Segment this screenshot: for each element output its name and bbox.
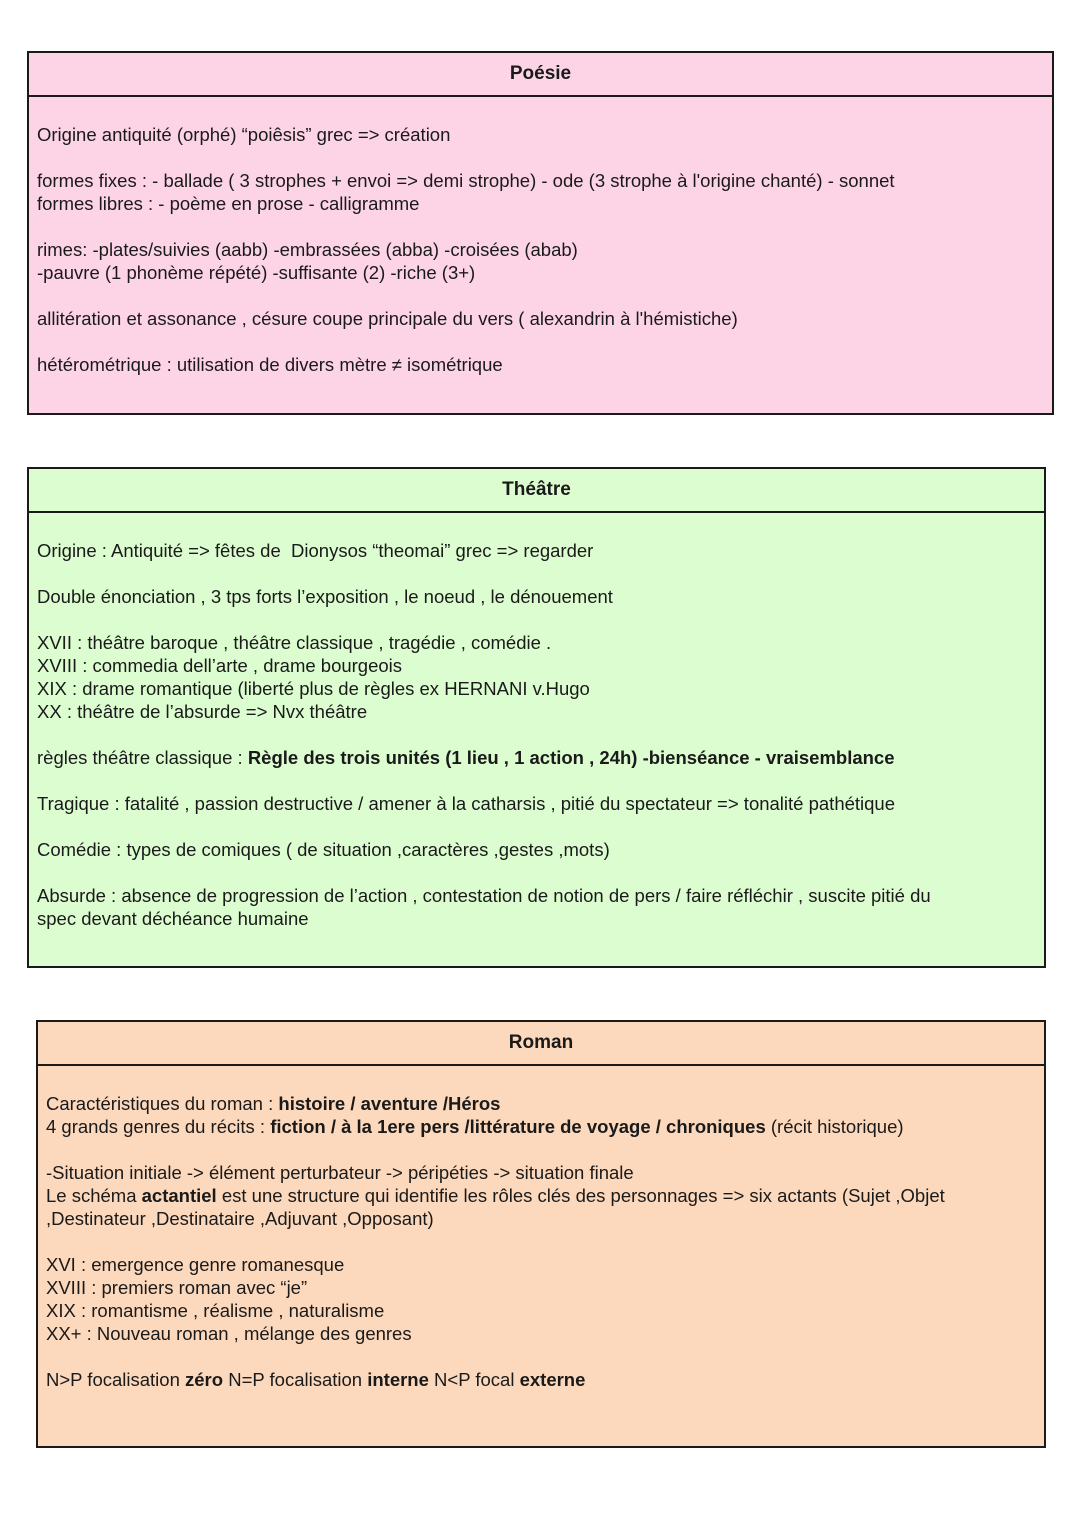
poesie-origine: Origine antiquité (orphé) “poiêsis” grec => création	[37, 124, 451, 145]
theatre-absurde: Absurde : absence de progression de l’action , contestation de notion de pers / faire réfléchir , suscite pitié du spec devant déchéance humaine	[37, 885, 931, 929]
theatre-tragique: Tragique : fatalité , passion destructive / amener à la catharsis , pitié du spectateur => tonalité pathétique	[37, 793, 896, 814]
poesie-heterometrique: hétérométrique : utilisation de divers mètre ≠ isométrique	[37, 354, 503, 375]
theatre-origine: Origine : Antiquité => fêtes de Dionysos “theomai” grec => regarder	[37, 540, 594, 561]
theatre-section	[27, 467, 1046, 968]
roman-siecles: XVI : emergence genre romanesque XVIII : premiers roman avec “je” XIX : romantisme , réalisme , naturalisme XX+ : Nouveau roman , mélange des genres	[46, 1254, 412, 1344]
theatre-siecles: XVII : théâtre baroque , théâtre classique , tragédie , comédie . XVIII : commedia dell’arte , drame bourgeois XIX : drame romantique (liberté plus de règles ex HERNANI v.Hugo XX : théâtre de l’absurde => Nvx théâtre	[37, 632, 590, 722]
theatre-regles: règles théâtre classique : Règle des trois unités (1 lieu , 1 action , 24h) -bienséance - vraisemblance	[37, 747, 895, 768]
theatre-comedie: Comédie : types de comiques ( de situation ,caractères ,gestes ,mots)	[37, 839, 610, 860]
roman-focalisation: N>P focalisation zéro N=P focalisation interne N<P focal externe	[46, 1369, 586, 1390]
poesie-title: Poésie	[29, 53, 1052, 97]
theatre-enonciation: Double énonciation , 3 tps forts l’exposition , le noeud , le dénouement	[37, 586, 613, 607]
poesie-rimes: rimes: -plates/suivies (aabb) -embrassées (abba) -croisées (abab) -pauvre (1 phonème répété) -suffisante (2) -riche (3+)	[37, 239, 578, 283]
roman-content	[38, 1066, 1044, 1391]
roman-schema: -Situation initiale -> élément perturbateur -> péripéties -> situation finale Le schéma actantiel est une structure qui identifie les rôles clés des personnages => six actants (Sujet ,Objet ,Destinateur ,Destinataire ,Adjuvant ,Opposant)	[46, 1162, 945, 1229]
theatre-title: Théâtre	[29, 469, 1044, 513]
roman-section	[36, 1020, 1046, 1448]
poesie-content	[29, 97, 1052, 376]
poesie-formes: formes fixes : - ballade ( 3 strophes + envoi => demi strophe) - ode (3 strophe à l'origine chanté) - sonnet formes libres : - poème en prose - calligramme	[37, 170, 895, 214]
roman-title: Roman	[38, 1022, 1044, 1066]
theatre-content	[29, 513, 1044, 930]
poesie-alliteration: allitération et assonance , césure coupe principale du vers ( alexandrin à l'hémistiche)	[37, 308, 738, 329]
poesie-section	[27, 51, 1054, 415]
roman-caracteristiques: Caractéristiques du roman : histoire / aventure /Héros 4 grands genres du récits : fiction / à la 1ere pers /littérature de voyage / chroniques (récit historique)	[46, 1093, 904, 1137]
